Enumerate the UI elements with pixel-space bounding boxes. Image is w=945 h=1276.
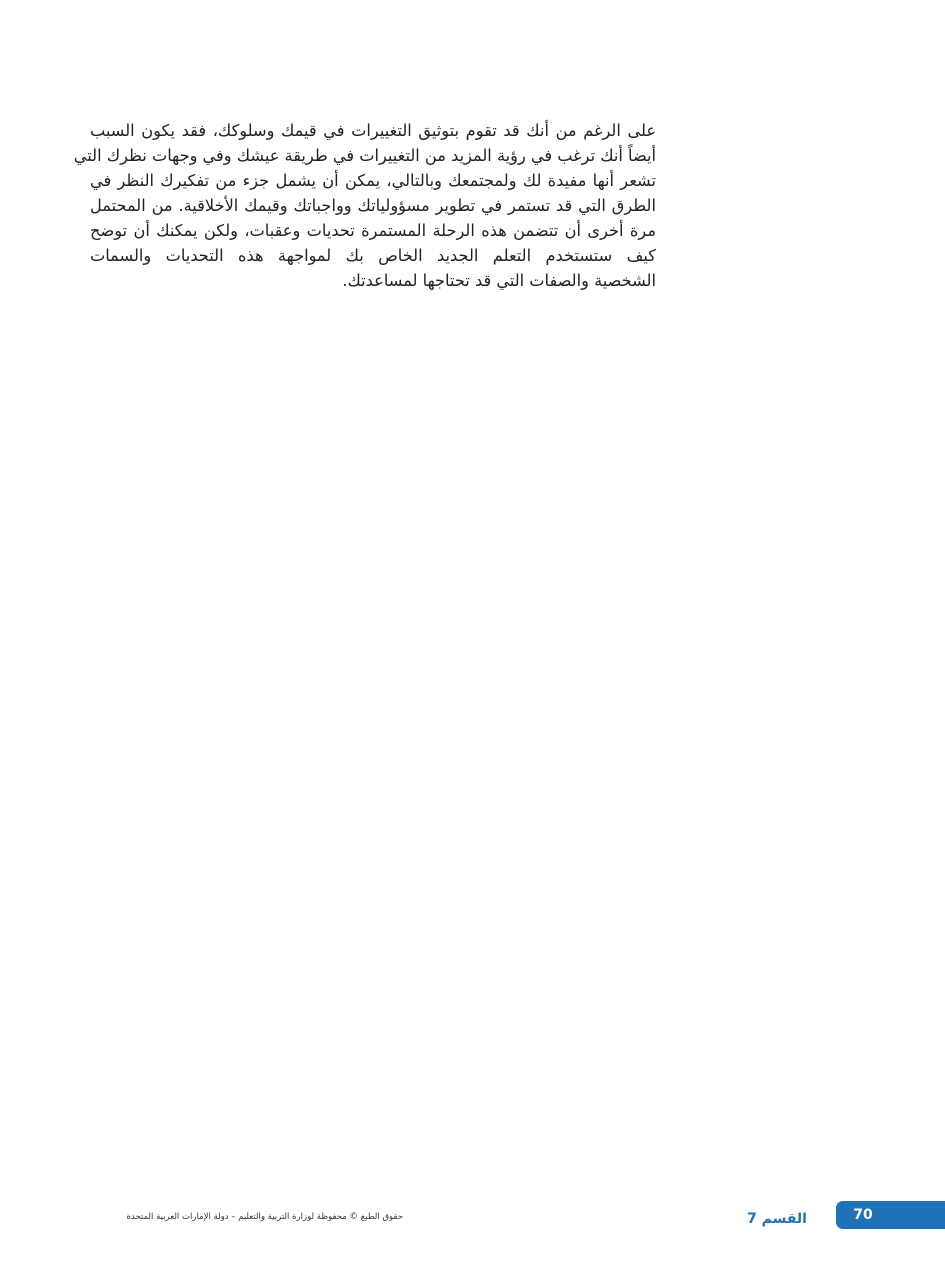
footer-copyright: حقوق الطبع © محفوظة لوزارة التربية والتعليم – دولة الإمارات العربية المتحدة [126,1212,403,1222]
body-paragraph [73,118,656,293]
paragraph-line: على الرغم من أنك قد تقوم بتوثيق التغييرات في قيمك وسلوكك، فقد يكون السبب [90,121,656,140]
page-number-tab [836,1201,945,1229]
paragraph-line: كيف ستستخدم التعلم الجديد الخاص بك لمواجهة هذه التحديات والسمات [90,246,656,265]
paragraph-line: تشعر أنها مفيدة لك ولمجتمعك وبالتالي، يمكن أن يشمل جزء من تفكيرك النظر في [90,171,656,190]
page-number: 70 [853,1207,873,1223]
footer-section-label: القسم 7 [747,1211,807,1227]
paragraph-line: أيضاً أنك ترغب في رؤية المزيد من التغييرات في طريقة عيشك وفي وجهات نظرك التي [73,146,656,165]
paragraph-line: الطرق التي قد تستمر في تطوير مسؤولياتك وواجباتك وقيمك الأخلاقية. من المحتمل [90,196,656,215]
paragraph-line: مرة أخرى أن تتضمن هذه الرحلة المستمرة تحديات وعقبات، ولكن يمكنك أن توضح [90,221,656,240]
paragraph-line: الشخصية والصفات التي قد تحتاجها لمساعدتك. [342,271,656,290]
